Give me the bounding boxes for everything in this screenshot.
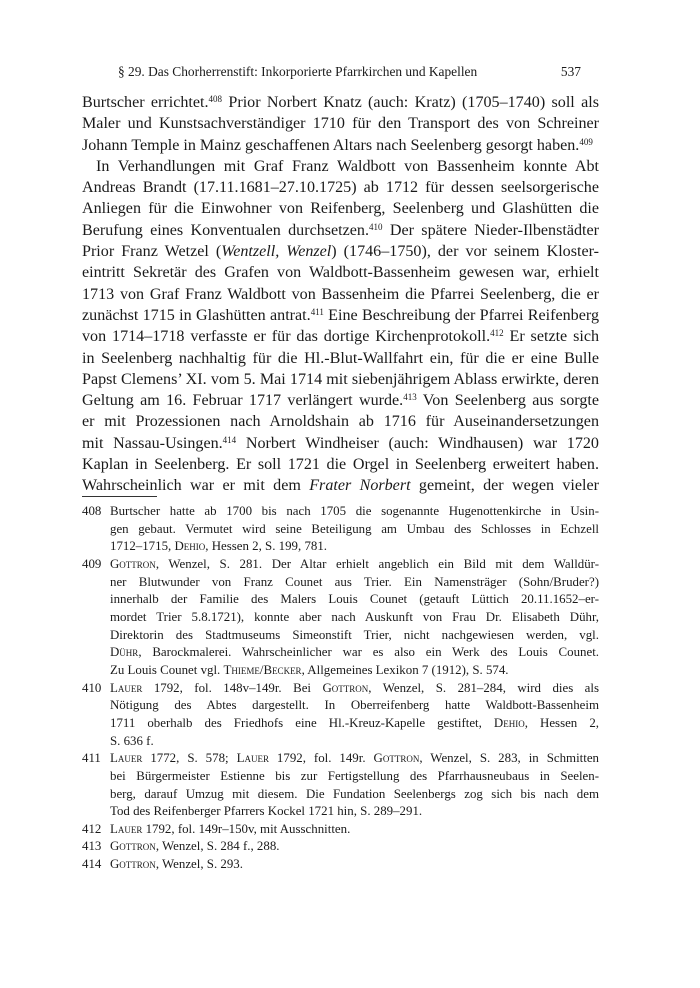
body-text — [82, 92, 599, 497]
text-line: Prior Franz Wetzel (Wentzell, Wenzel) (1746–1750), der vor seinem Kloster- — [82, 243, 599, 261]
text-line: Wahrscheinlich war er mit dem Frater Norbert gemeint, der wegen vieler — [82, 477, 599, 495]
text-line: Anliegen für die Einwohner von Reifenberg, Seelenberg und Glashütten die — [82, 200, 599, 218]
footnote-number: 409 — [82, 556, 102, 571]
footnote-ref[interactable]: 414 — [222, 434, 237, 445]
footnote-separator — [82, 496, 157, 497]
text-line: 1713 von Graf Franz Waldbott von Bassenheim die Pfarrei Seelenberg, die er — [82, 285, 599, 303]
text-line: Papst Clemens’ XI. vom 5. Mai 1714 mit siebenjährigem Ablass erwirkte, deren — [82, 370, 599, 388]
footnote-ref[interactable]: 410 — [369, 221, 383, 232]
footnote-number: 411 — [82, 751, 101, 766]
footnote-411: 411 Lauer 1772, S. 578; Lauer 1792, fol. 149r. Gottron, Wenzel, S. 283, in Schmitten bei Bürgermeister Estienne bis zur Fertigstellung des Pfarrhausneubaus in Seelen- berg, darauf Umzug mit diesem. Die Fundation Seelenbergs zog sich bis nach dem Tod des Reifenberger Pfarrers Kockel 1721 hin, S. 289–291. — [82, 750, 599, 821]
footnote-410: 410 Lauer 1792, fol. 148v–149r. Bei Gottron, Wenzel, S. 281–284, wird dies als Nötigung des Abtes dargestellt. In Oberreifenberg hatte Waldbott-Bassenheim 1711 oberhalb des Friedhofs eine Hl.-Kreuz-Kapelle gestiftet, Dehio, Hessen 2, S. 636 f. — [82, 680, 599, 751]
footnote-number: 408 — [82, 504, 102, 518]
footnote-ref[interactable]: 412 — [490, 328, 504, 339]
text-line: zunächst 1715 in Glashütten antrat.$^{411}$ Eine Beschreibung der Pfarrei Reifenberg — [82, 306, 599, 324]
text-line: von 1714–1718 verfasste er für das dortige Kirchenprotokoll.$^{412}$ Er setzte sich — [82, 328, 600, 346]
running-header — [118, 63, 581, 81]
footnote-ref[interactable]: 408 — [208, 94, 223, 105]
text-line: Maler und Kunstsachverständiger 1710 für den Transport des von Schreiner — [82, 115, 599, 133]
page-number: 537 — [560, 64, 581, 79]
text-line: In Verhandlungen mit Graf Franz Waldbott von Bassenheim konnte Abt — [96, 157, 599, 175]
text-line: Burtscher errichtet.$^{408}$ Prior Norbert Knatz (auch: Kratz) (1705–1740) soll als — [82, 94, 599, 111]
footnote-number: 410 — [82, 680, 102, 695]
footnote-414: 414 Gottron, Wenzel, S. 293. — [82, 856, 599, 874]
footnote-408: 408 Burtscher hatte ab 1700 bis nach 1705 die sogenannte Hugenottenkirche in Usin- gen gebaut. Vermutet wird seine Beteiligung am Umbau des Schlosses in Echzell 1712–1715, Dehio, Hessen 2, S. 199, 781. — [82, 503, 599, 556]
text-line: Berufung eines Konventualen durchsetzen.$^{410}$ Der spätere Nieder-Ilbenstädter — [82, 221, 599, 239]
footnote-412: 412 Lauer 1792, fol. 149r–150v, mit Ausschnitten. — [82, 821, 599, 839]
text-line: er mit Prozessionen nach Arnoldshain ab 1716 für Auseinandersetzungen — [82, 413, 599, 431]
text-line: Geltung am 16. Februar 1717 verlängert wurde.$^{413}$ Von Seelenberg aus sorgte — [82, 392, 600, 410]
text-line: Kaplan in Seelenberg. Er soll 1721 die Orgel in Seelenberg erweitert haben. — [82, 456, 599, 474]
text-line: Andreas Brandt (17.11.1681–27.10.1725) ab 1712 für dessen seelsorgerische — [82, 179, 599, 197]
footnote-number: 414 — [82, 857, 102, 872]
text-line: Johann Temple in Mainz geschaffenen Altars nach Seelenberg gesorgt haben.$^{409}$ — [82, 136, 593, 154]
text-line: in Seelenberg nachhaltig für die Hl.-Blut-Wallfahrt ein, für die er eine Bulle — [82, 349, 599, 367]
footnote-ref[interactable]: 409 — [579, 136, 593, 147]
footnote-number: 413 — [82, 839, 102, 854]
text-line: mit Nassau-Usingen.$^{414}$ Norbert Windheiser (auch: Windhausen) war 1720 — [82, 434, 599, 452]
footnote-ref[interactable]: 411 — [310, 307, 324, 318]
footnotes — [82, 503, 599, 874]
footnote-ref[interactable]: 413 — [403, 392, 417, 403]
text-line: eintritt Sekretär des Grafen von Waldbott-Bassenheim gewesen war, erhielt — [82, 264, 599, 282]
running-title: § 29. Das Chorherrenstift: Inkorporierte Pfarrkirchen und Kapellen — [118, 64, 478, 79]
footnote-413: 413 Gottron, Wenzel, S. 284 f., 288. — [82, 838, 599, 856]
footnote-409: 409 Gottron, Wenzel, S. 281. Der Altar erhielt angeblich ein Bild mit dem Walldür- ner Blutwunder von Franz Counet aus Trier. Ein Namensträger (Sohn/Bruder?) innerhalb der Familie des Malers Louis Counet (getauft Lüttich 20.11.1652–er- mordet Trier 5.8.1721), konnte aber nach Auskunft von Frau Dr. Elisabeth Dühr, Direktorin des Stadtmuseums Simeonstift Trier, nicht nachgewiesen werden, vgl. Dühr, Barockmalerei. Wahrscheinlicher war es also ein Werk des Louis Counet. Zu Louis Counet vgl. Thieme/Becker, Allgemeines Lexikon 7 (1912), S. 574. — [82, 556, 599, 680]
footnote-number: 412 — [82, 821, 102, 836]
